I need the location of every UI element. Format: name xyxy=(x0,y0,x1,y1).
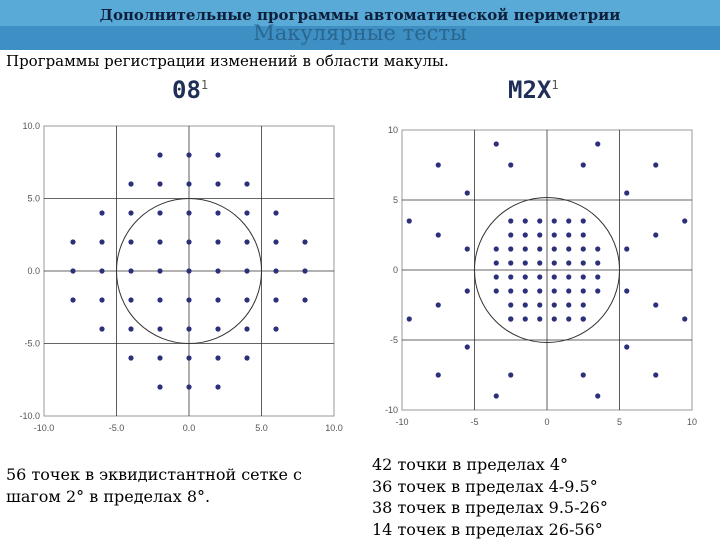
test-point xyxy=(552,246,557,251)
desc-right-line: 38 точек в пределах 9.5-26° xyxy=(372,498,608,518)
test-point xyxy=(595,288,600,293)
test-point xyxy=(494,141,499,146)
test-point xyxy=(494,288,499,293)
test-point xyxy=(508,162,513,167)
x-tick-label: -5 xyxy=(470,417,479,427)
test-point xyxy=(523,302,528,307)
test-point xyxy=(552,218,557,223)
test-point xyxy=(494,393,499,398)
test-point xyxy=(537,246,542,251)
test-point xyxy=(537,218,542,223)
test-point xyxy=(215,152,220,157)
test-point xyxy=(508,218,513,223)
test-point xyxy=(595,260,600,265)
test-point xyxy=(186,384,191,389)
test-point xyxy=(508,316,513,321)
slide-subtitle: Макулярные тесты xyxy=(253,21,467,45)
test-point xyxy=(552,288,557,293)
test-point xyxy=(537,288,542,293)
test-point xyxy=(566,246,571,251)
test-point xyxy=(682,316,687,321)
test-point xyxy=(157,326,162,331)
test-point xyxy=(566,260,571,265)
test-point xyxy=(157,152,162,157)
test-point xyxy=(186,152,191,157)
test-point xyxy=(523,316,528,321)
test-point xyxy=(99,239,104,244)
test-point xyxy=(302,239,307,244)
x-tick-label: 10.0 xyxy=(325,423,343,433)
test-point xyxy=(581,302,586,307)
test-point xyxy=(186,355,191,360)
test-point xyxy=(186,268,191,273)
test-point xyxy=(128,297,133,302)
x-tick-label: 10 xyxy=(686,417,698,427)
test-point xyxy=(273,297,278,302)
test-point xyxy=(682,218,687,223)
test-point xyxy=(244,268,249,273)
test-point xyxy=(581,260,586,265)
test-point xyxy=(157,384,162,389)
test-point xyxy=(128,326,133,331)
x-tick-label: 0.0 xyxy=(182,423,196,433)
test-point xyxy=(215,181,220,186)
test-point xyxy=(523,218,528,223)
test-point xyxy=(653,302,658,307)
test-point xyxy=(523,260,528,265)
test-point xyxy=(494,260,499,265)
test-point xyxy=(595,141,600,146)
test-point xyxy=(99,268,104,273)
y-tick-label: 10.0 xyxy=(22,121,40,131)
test-point xyxy=(566,232,571,237)
test-point xyxy=(244,297,249,302)
test-point xyxy=(436,162,441,167)
test-point xyxy=(302,297,307,302)
test-point xyxy=(215,210,220,215)
test-point xyxy=(128,239,133,244)
test-point xyxy=(186,239,191,244)
test-point xyxy=(552,316,557,321)
test-point xyxy=(523,288,528,293)
program-m2x-sup: 1 xyxy=(551,78,559,92)
test-point xyxy=(436,232,441,237)
test-point xyxy=(186,297,191,302)
test-point xyxy=(244,326,249,331)
x-tick-label: 5.0 xyxy=(255,423,268,433)
test-point xyxy=(273,239,278,244)
test-point xyxy=(436,372,441,377)
test-point xyxy=(508,260,513,265)
test-point xyxy=(128,268,133,273)
test-point xyxy=(157,210,162,215)
test-point xyxy=(99,326,104,331)
test-point xyxy=(128,210,133,215)
desc-left-line: шагом 2° в пределах 8°. xyxy=(6,486,211,506)
test-point xyxy=(70,268,75,273)
test-point xyxy=(70,239,75,244)
test-point xyxy=(581,218,586,223)
test-point xyxy=(244,239,249,244)
x-tick-label: 5 xyxy=(616,417,623,427)
desc-left xyxy=(6,464,302,507)
test-point xyxy=(465,190,470,195)
test-point xyxy=(566,288,571,293)
desc-right xyxy=(372,454,608,540)
test-point xyxy=(508,288,513,293)
program-m2x-label xyxy=(508,76,559,104)
test-point xyxy=(595,393,600,398)
program-08-label xyxy=(172,76,208,104)
test-point xyxy=(302,268,307,273)
test-point xyxy=(581,372,586,377)
test-point xyxy=(566,316,571,321)
test-point xyxy=(244,181,249,186)
chart-08 xyxy=(0,112,350,442)
test-point xyxy=(653,372,658,377)
test-point xyxy=(624,344,629,349)
test-point xyxy=(566,218,571,223)
program-m2x-name: M2X xyxy=(508,76,552,104)
test-point xyxy=(436,302,441,307)
test-point xyxy=(465,288,470,293)
test-point xyxy=(157,355,162,360)
test-point xyxy=(581,316,586,321)
x-tick-label: -10 xyxy=(395,417,409,427)
test-point xyxy=(157,239,162,244)
y-tick-label: 5 xyxy=(392,195,398,205)
test-point xyxy=(99,297,104,302)
test-point xyxy=(581,274,586,279)
y-tick-label: -5 xyxy=(389,335,398,345)
desc-left-line: 56 точек в эквидистантной сетке с xyxy=(6,465,303,484)
test-point xyxy=(552,260,557,265)
test-point xyxy=(215,239,220,244)
test-point xyxy=(99,210,104,215)
test-point xyxy=(523,232,528,237)
test-point xyxy=(215,384,220,389)
test-point xyxy=(273,210,278,215)
test-point xyxy=(595,274,600,279)
test-point xyxy=(581,288,586,293)
test-point xyxy=(465,344,470,349)
test-point xyxy=(407,316,412,321)
test-point xyxy=(70,297,75,302)
test-point xyxy=(508,232,513,237)
test-point xyxy=(128,355,133,360)
test-point xyxy=(624,246,629,251)
test-point xyxy=(537,316,542,321)
test-point xyxy=(215,355,220,360)
test-point xyxy=(494,246,499,251)
test-point xyxy=(581,162,586,167)
test-point xyxy=(537,232,542,237)
test-point xyxy=(624,288,629,293)
test-point xyxy=(581,246,586,251)
test-point xyxy=(508,302,513,307)
test-point xyxy=(508,372,513,377)
test-point xyxy=(552,274,557,279)
test-point xyxy=(186,326,191,331)
test-point xyxy=(407,218,412,223)
test-point xyxy=(273,268,278,273)
test-point xyxy=(552,232,557,237)
test-point xyxy=(273,326,278,331)
test-point xyxy=(157,297,162,302)
desc-right-line: 36 точек в пределах 4-9.5° xyxy=(372,476,598,496)
test-point xyxy=(186,210,191,215)
test-point xyxy=(215,326,220,331)
test-point xyxy=(552,302,557,307)
test-point xyxy=(215,268,220,273)
test-point xyxy=(244,355,249,360)
test-point xyxy=(566,274,571,279)
test-point xyxy=(581,232,586,237)
slide-title: Дополнительные программы автоматической периметрии xyxy=(99,6,621,24)
test-point xyxy=(157,181,162,186)
y-tick-label: 0.0 xyxy=(27,266,40,276)
test-point xyxy=(186,181,191,186)
x-tick-label: -10.0 xyxy=(33,423,55,433)
test-point xyxy=(508,246,513,251)
y-tick-label: 0 xyxy=(392,265,398,275)
test-point xyxy=(537,274,542,279)
test-point xyxy=(508,274,513,279)
test-point xyxy=(537,260,542,265)
test-point xyxy=(244,210,249,215)
test-point xyxy=(215,297,220,302)
x-tick-label: 0 xyxy=(544,417,550,427)
desc-right-line: 42 точки в пределах 4° xyxy=(372,455,569,474)
test-point xyxy=(653,232,658,237)
desc-right-line: 14 точек в пределах 26-56° xyxy=(372,519,603,539)
program-08-sup: 1 xyxy=(200,78,209,92)
test-point xyxy=(537,302,542,307)
test-point xyxy=(128,181,133,186)
program-08-name: 08 xyxy=(172,76,201,104)
test-point xyxy=(523,246,528,251)
test-point xyxy=(157,268,162,273)
test-point xyxy=(494,274,499,279)
y-tick-label: -10.0 xyxy=(19,411,40,421)
x-tick-label: -5.0 xyxy=(108,423,125,433)
y-tick-label: 10 xyxy=(387,125,398,135)
test-point xyxy=(624,190,629,195)
test-point xyxy=(653,162,658,167)
test-point xyxy=(595,246,600,251)
test-point xyxy=(465,246,470,251)
chart-m2x xyxy=(368,112,720,442)
test-point xyxy=(523,274,528,279)
y-tick-label: -5.0 xyxy=(24,338,40,349)
y-tick-label: 5.0 xyxy=(27,193,40,204)
intro-text: Программы регистрации изменений в области макулы. xyxy=(6,52,449,70)
test-point xyxy=(566,302,571,307)
y-tick-label: -10 xyxy=(384,405,398,415)
